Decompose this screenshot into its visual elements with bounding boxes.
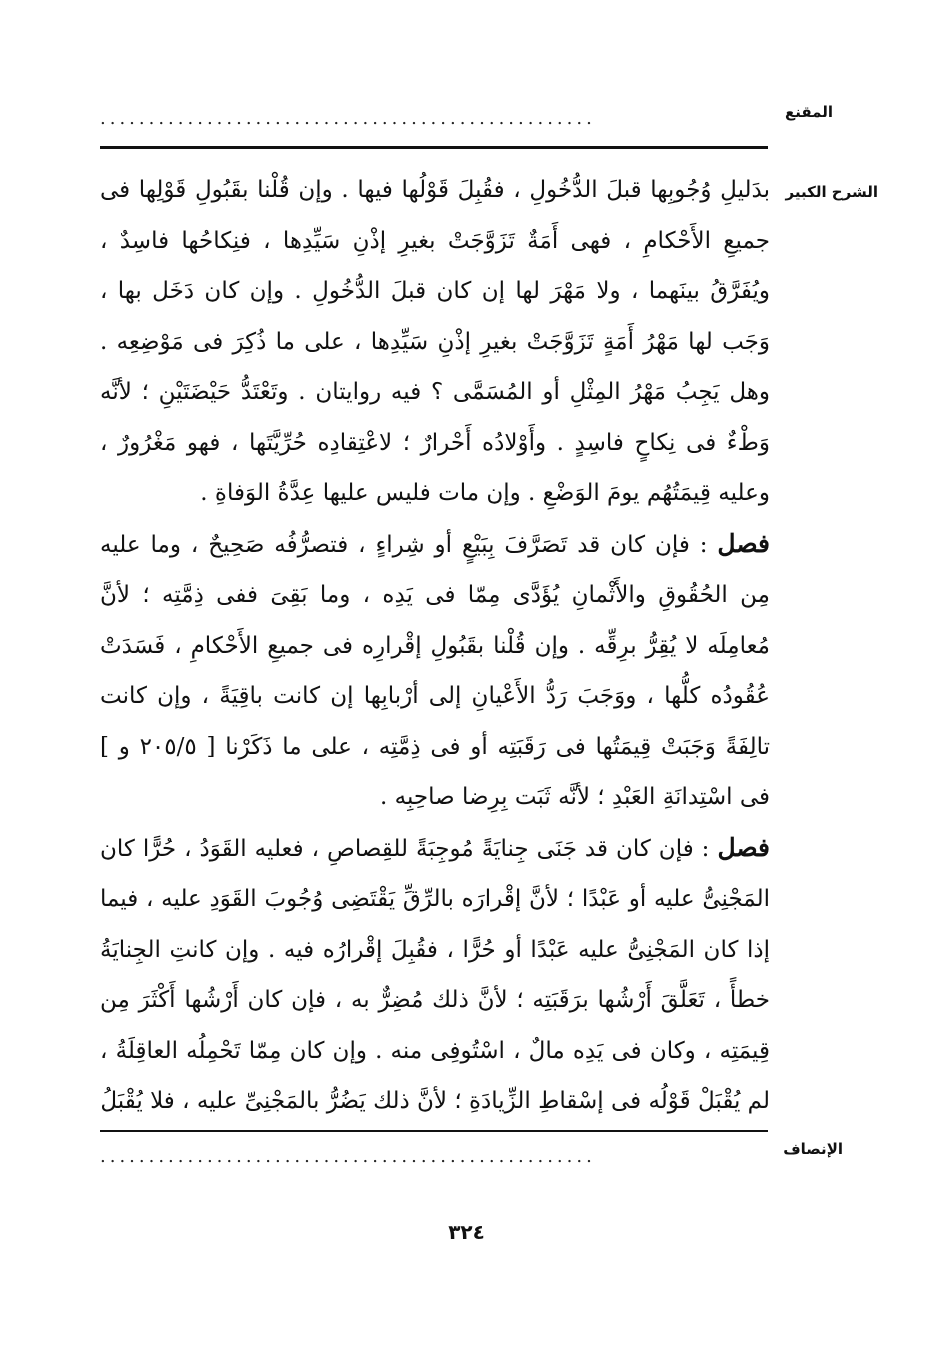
main-text [100,165,770,1127]
footer-dotted-line: ................................................... [100,1146,596,1167]
section-heading-fasl: فصل [717,832,771,862]
paragraph-text: : فإن كان قد جَنَى جِنايَةً مُوجِبَةً للقِصاصِ ، فعليه القَوَدُ ، حُرًّا كان المَجْنِىُّ عليه أو عَبْدًا ؛ لأنَّ إقْرارَه بالرِّقِّ يَقْتَضِى وُجُوبَ القَوَدِ عليه ، فيما إذا كان المَجْنِىُّ عليه عَبْدًا أو حُرًّا ، فقُبِلَ إقْرارُه فيه . وإن كانتِ الجِنايَةُ خطأً ، تَعَلَّقَ أَرْشُها برَقَبَتِه ؛ لأنَّ ذلك مُضِرٌّ به ، فإن كان أَرْشُها أَكْثَرَ مِن قِيمَتِه ، وكان فى يَدِه مالٌ ، اسْتُوفِى منه . وإن كان مِمّا تَحْمِلُه العاقِلَةُ ، لم يُقْبَلْ قَوْلُه فى إسْقاطِ الزِّيادَةِ ؛ لأنَّ ذلك يَضُرُّ بالمَجْنِىِّ عليه ، فلا يُقْبَلُ [100,835,770,1114]
paragraph-2 [100,519,770,823]
footer-rule [100,1130,768,1132]
section-heading-fasl: فصل [717,528,770,558]
header-rule [100,146,768,149]
header-book-label: المقنع [785,103,833,121]
page-number: ٣٢٤ [448,1220,485,1244]
paragraph-1 [100,165,770,519]
header-dotted-line: ................................................... [100,108,596,129]
paragraph-text: : فإن كان قد تَصَرَّفَ بِبَيْعٍ أو شِراءٍ ، فتصرُّفُه صَحِيحٌ ، وما عليه مِن الحُقُوقِ والأَثْمانِ يُؤَدَّى مِمّا فى يَدِه ، وما بَقِىَ ففى ذِمَّتِه ؛ لأنَّ مُعامِلَه لا يُقِرُّ برِقِّه . وإن قُلْنا بقَبُولِ إقْرارِه فى جميعِ الأَحْكامِ ، فَسَدَتْ عُقُودُه كلُّها ، ووَجَبَ رَدُّ الأَعْيانِ إلى أرْبابِها إن كانت باقِيَةً ، وإن كانت تالِفَةً وَجَبَتْ قِيمَتُها فى رَقَبَتِه أو فى ذِمَّتِه ، على ما ذَكَرْنا [ ٢٠٥/٥ و ] فى اسْتِدانَةِ العَبْدِ ؛ لأنَّه ثَبَت بِرِضا صاحِبِه . [100,531,770,810]
paragraph-3 [100,823,770,1127]
footer-book-label: الإنصاف [783,1140,843,1158]
side-book-label: الشرح الكبير [785,183,878,201]
paragraph-text: بدَليلِ وُجُوبِها قبلَ الدُّخُولِ ، فقُبِلَ قَوْلُها فيها . وإن قُلْنا بقَبُولِ قَوْلِها فى جميعِ الأَحْكامِ ، فهى أَمَةٌ تَزَوَّجَتْ بغيرِ إذْنِ سَيِّدِها ، فنِكاحُها فاسِدٌ ، ويُفَرَّقُ بينَهما ، ولا مَهْرَ لها إن كان قبلَ الدُّخُولِ . وإن كان دَخَل بها ، وَجَب لها مَهْرُ أَمَةٍ تَزَوَّجَتْ بغيرِ إذْنِ سَيِّدِها ، على ما ذُكِرَ فى مَوْضِعِه . وهل يَجِبُ مَهْرُ المِثْلِ أو المُسَمَّى ؟ فيه روايتان . وتَعْتَدُّ حَيْضَتَيْنِ ؛ لأنَّه وَطْءٌ فى نِكاحٍ فاسِدٍ . وأَوْلادُه أَحْرارٌ ؛ لاعْتِقادِه حُرِّيَّتَها ، فهو مَغْرُورٌ ، وعليه قِيمَتُهُم يومَ الوَضْعِ . وإن مات فليس عليها عِدَّةُ الوَفاةِ . [100,177,770,506]
